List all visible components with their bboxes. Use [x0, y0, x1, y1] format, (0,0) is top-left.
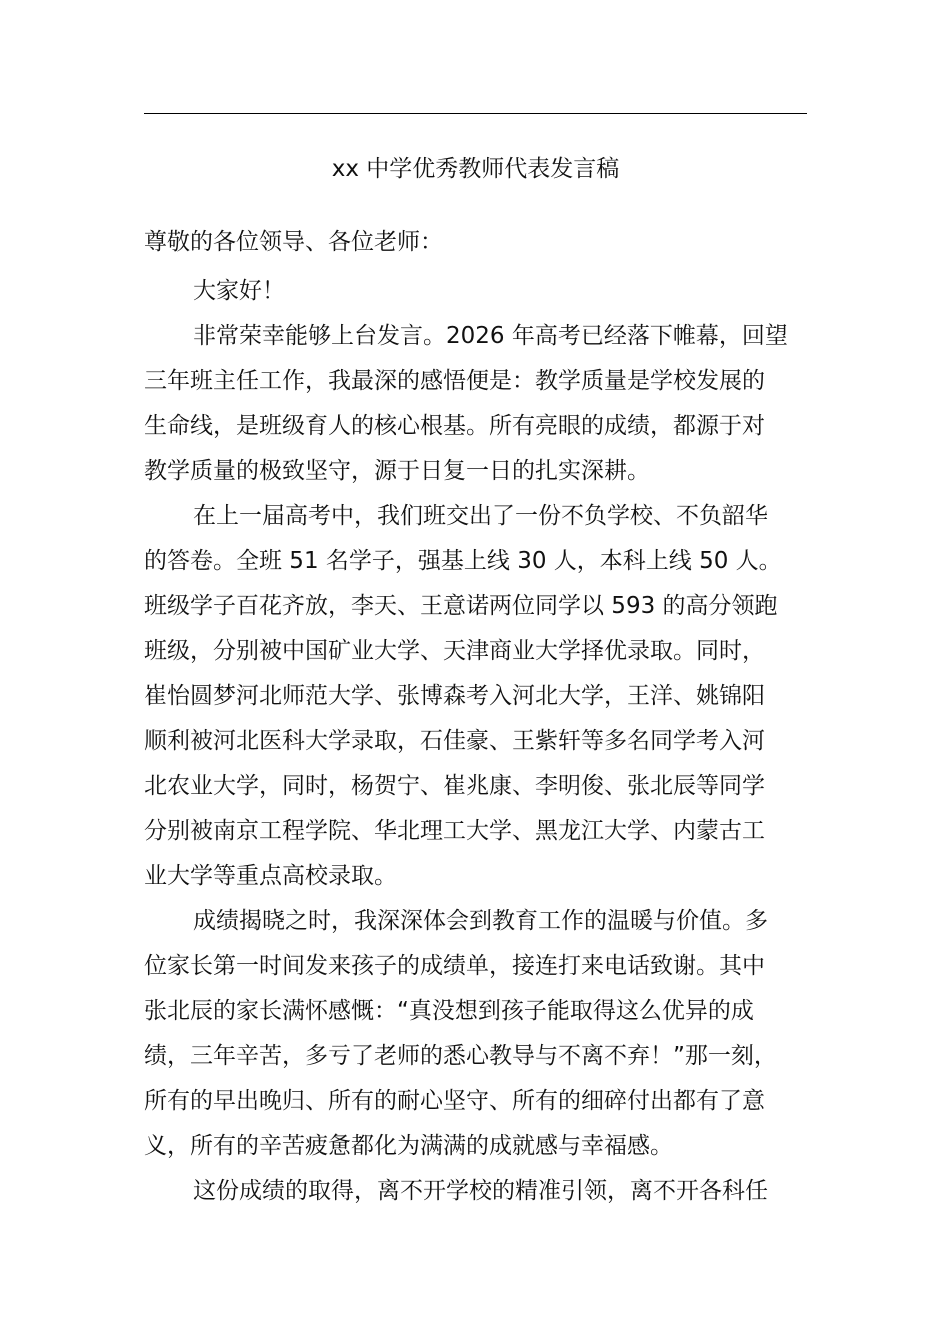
paragraph-2-line: 崔怡圆梦河北师范大学、张博森考入河北大学，王洋、姚锦阳: [144, 683, 765, 709]
paragraph-3-line: 绩，三年辛苦，多亏了老师的悉心教导与不离不弃！”那一刻，: [144, 1043, 777, 1069]
paragraph-2-line: 业大学等重点高校录取。: [144, 863, 397, 889]
document-body: [144, 269, 807, 1214]
paragraph-1-line: 非常荣幸能够上台发言。2026 年高考已经落下帷幕，回望: [193, 323, 788, 349]
paragraph-2-line: 北农业大学，同时，杨贺宁、崔兆康、李明俊、张北辰等同学: [144, 773, 765, 799]
paragraph-2-line: 在上一届高考中，我们班交出了一份不负学校、不负韶华: [193, 503, 768, 529]
greeting: 大家好！: [193, 278, 285, 304]
paragraph-3-line: 张北辰的家长满怀感慨：“真没想到孩子能取得这么优异的成: [144, 998, 754, 1024]
paragraph-1-line: 教学质量的极致坚守，源于日复一日的扎实深耕。: [144, 458, 650, 484]
paragraph-3-line: 成绩揭晓之时，我深深体会到教育工作的温暖与价值。多: [193, 908, 768, 934]
paragraph-4-line: 这份成绩的取得，离不开学校的精准引领，离不开各科任: [193, 1178, 768, 1204]
paragraph-2-line: 分别被南京工程学院、华北理工大学、黑龙江大学、内蒙古工: [144, 818, 765, 844]
paragraph-2-line: 顺利被河北医科大学录取，石佳豪、王紫轩等多名同学考入河: [144, 728, 765, 754]
paragraph-3-line: 位家长第一时间发来孩子的成绩单，接连打来电话致谢。其中: [144, 953, 765, 979]
salutation: 尊敬的各位领导、各位老师：: [144, 229, 443, 255]
header-rule: [144, 113, 807, 114]
paragraph-2-line: 班级学子百花齐放，李天、王意诺两位同学以 593 的高分领跑: [144, 593, 778, 619]
paragraph-1-line: 生命线，是班级育人的核心根基。所有亮眼的成绩，都源于对: [144, 413, 765, 439]
paragraph-3-line: 义，所有的辛苦疲惫都化为满满的成就感与幸福感。: [144, 1133, 673, 1159]
paragraph-3-line: 所有的早出晚归、所有的耐心坚守、所有的细碎付出都有了意: [144, 1088, 765, 1114]
document-title: xx 中学优秀教师代表发言稿: [331, 156, 620, 182]
paragraph-2-line: 的答卷。全班 51 名学子，强基上线 30 人，本科上线 50 人。: [144, 548, 782, 574]
paragraph-2-line: 班级，分别被中国矿业大学、天津商业大学择优录取。同时，: [144, 638, 765, 664]
paragraph-1-line: 三年班主任工作，我最深的感悟便是：教学质量是学校发展的: [144, 368, 765, 394]
